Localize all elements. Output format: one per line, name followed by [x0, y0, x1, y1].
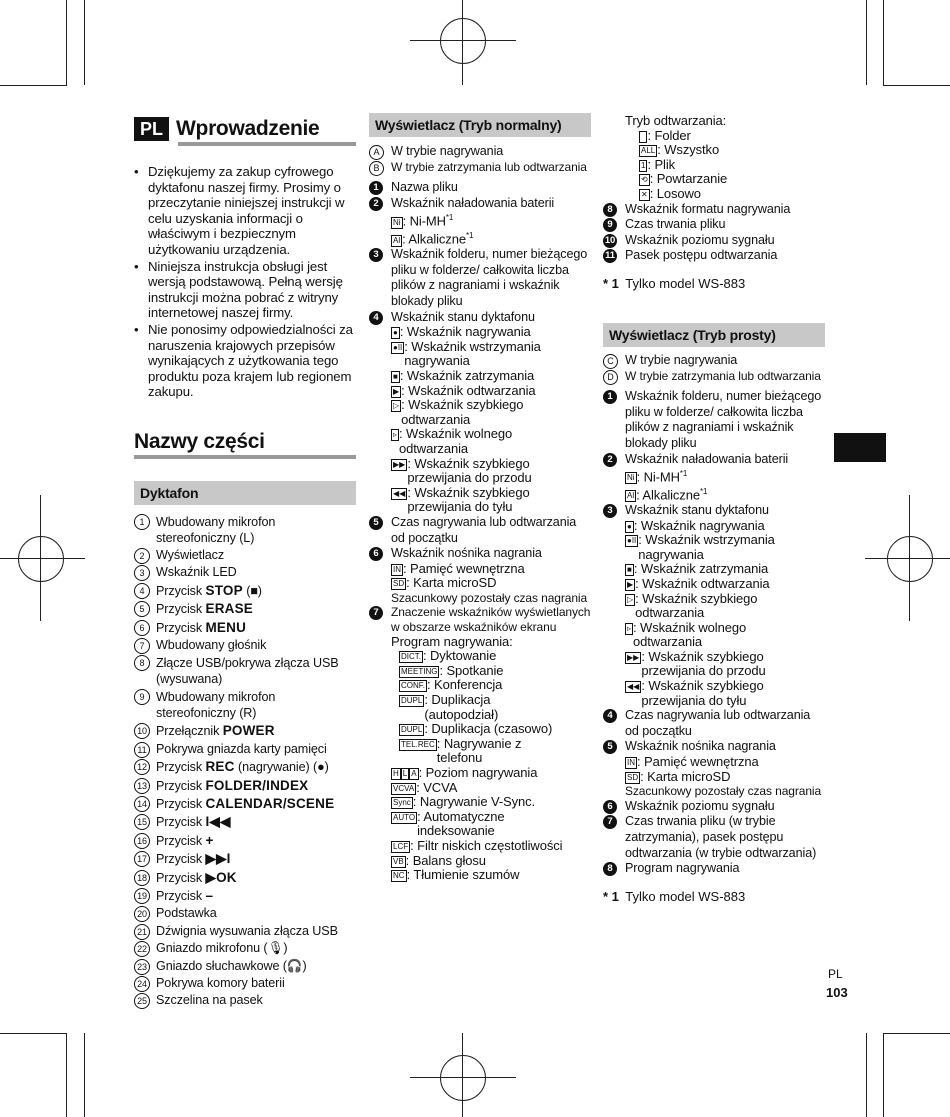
list-item: 9 Czas trwania pliku [603, 217, 825, 233]
list-item: 1 Wbudowany mikrofon stereofoniczny (L) [134, 513, 356, 547]
internal-memory-icon: IN [627, 758, 635, 768]
list-item: 8 Program nagrywania [603, 861, 825, 877]
intro-list [134, 164, 356, 400]
rewind-icon: ◀◀ [627, 682, 640, 692]
list-item: 2 Wskaźnik naładowania baterii [369, 196, 591, 212]
indicator-item: LCF : Filtr niskich częstotliwości [393, 837, 563, 853]
list-item: 3 Wskaźnik stanu dyktafonu [603, 503, 825, 519]
column-display-normal [369, 113, 591, 883]
list-item: 7 Czas trwania pliku (w trybie zatrzymania), pasek postępu odtwarzania (w trybie odtwarzania) [603, 814, 825, 861]
crop-mark [0, 1033, 67, 1034]
conf-icon: CONF. [401, 681, 425, 691]
state-item: ▶ : Wskaźnik odtwarzania [627, 575, 770, 591]
dict-icon: DICT. [401, 652, 421, 662]
list-item: 25 Szczelina na pasek [134, 992, 356, 1009]
crop-mark [866, 1033, 867, 1117]
media-item: IN : Pamięć wewnętrzna [393, 560, 525, 576]
bullet-text: Nie ponosimy odpowiedzialności za naruszenia krajowych przepisów wynikających z użytkowania tego produktu poza krajem lub regionem zakupu. [148, 321, 353, 400]
list-item: 6 Przycisk MENU [134, 619, 356, 637]
list-item: 20 Podstawka [134, 905, 356, 922]
program-item: CONF. : Konferencja [401, 677, 503, 693]
list-item: 18 Przycisk ▶OK [134, 869, 356, 887]
list-item: 19 Przycisk – [134, 887, 356, 905]
list-item: 22 Gniazdo mikrofonu (🎙) [134, 940, 356, 957]
footnote: * 1 Tylko model WS-883 [603, 888, 746, 904]
list-item: • Dziękujemy za zakup cyfrowego dyktafonu naszej firmy. Prosimy o przeczytanie niniejszej instrukcji w celu uzyskania informacji o właściwym i bezpiecznym użytkowaniu urządzenia. [134, 164, 345, 257]
stop-indicator-icon: ■ [393, 371, 398, 381]
list-item: 5 Przycisk ERASE [134, 600, 356, 618]
list-item: 14 Przycisk CALENDAR/SCENE [134, 795, 356, 813]
parts-list [134, 513, 356, 1010]
program-item: DICT. : Dyktowanie [401, 648, 497, 664]
slow-play-icon: ▹ [627, 623, 632, 633]
list-item: 16 Przycisk + [134, 832, 356, 850]
crop-mark [66, 0, 67, 85]
battery-alkaline-icon: Al [627, 491, 635, 501]
list-item: 9 Wbudowany mikrofon stereofoniczny (R) [134, 688, 356, 722]
media-item: SD : Karta microSD [393, 575, 497, 591]
play-mode-item: ⟲ : Powtarzanie [641, 171, 728, 187]
title-rule [178, 142, 356, 146]
battery-nimh-icon: Ni [627, 473, 635, 483]
crop-mark [883, 0, 884, 85]
list-item: 12 Przycisk REC (nagrywanie) (●) [134, 758, 356, 776]
subsection-bar: Wyświetlacz (Tryb normalny) [369, 113, 591, 137]
media-item: SD : Karta microSD [627, 768, 731, 784]
list-item: 6 Wskaźnik nośnika nagrania [369, 546, 591, 562]
list-item: 5 Wskaźnik nośnika nagrania [603, 739, 825, 755]
play-mode-item: ✕ : Losowo [641, 185, 701, 201]
list-item: 11 Pokrywa gniazda karty pamięci [134, 741, 356, 758]
list-item: 1 Nazwa pliku [369, 180, 591, 196]
language-badge: PL [134, 117, 169, 141]
crop-mark [883, 1033, 950, 1034]
noise-cancel-icon: NC [393, 871, 405, 881]
mode-a: A W trybie nagrywania [369, 144, 591, 160]
list-item: 11 Pasek postępu odtwarzania [603, 248, 825, 264]
play-indicator-icon: ▶ [627, 579, 634, 589]
fast-play-icon: ▷ [393, 401, 400, 411]
record-indicator-icon: ● [393, 328, 398, 338]
subsection-bar: Wyświetlacz (Tryb prosty) [603, 323, 825, 347]
play-mode-item: ALL : Wszystko [641, 142, 720, 158]
list-item: 7 Wbudowany głośnik [134, 637, 356, 654]
state-item: ● : Wskaźnik nagrywania [627, 517, 765, 533]
all-mode-icon: ALL [641, 146, 656, 156]
list-item: 10 Wskaźnik poziomu sygnału [604, 232, 775, 247]
program-label: Program nagrywania: [391, 633, 513, 649]
state-item: ●II : Wskaźnik wstrzymania nagrywania [627, 532, 775, 562]
state-item: ▹ : Wskaźnik wolnego odtwarzania [627, 619, 747, 650]
meeting-icon: MEETING [401, 666, 438, 676]
crop-mark [0, 85, 67, 86]
list-item: 23 Gniazdo słuchawkowe (🎧) [134, 958, 356, 975]
program-item: TEL.REC : Nagrywanie z telefonu [401, 735, 522, 766]
voice-balance-icon: VB [393, 856, 404, 866]
vcva-icon: VCVA [393, 783, 415, 793]
mode-c: C W trybie nagrywania [603, 353, 825, 369]
state-item: ▷ : Wskaźnik szybkiego odtwarzania [627, 590, 758, 621]
file-mode-icon: 1 [641, 160, 646, 170]
play-mode-item: : Folder [603, 129, 825, 144]
list-item: 8 Wskaźnik formatu nagrywania [603, 202, 825, 218]
list-item: • Nie ponosimy odpowiedzialności za naruszenia krajowych przepisów wynikających z użytkowania tego produktu poza krajem lub regionem zakupu. [134, 321, 353, 400]
list-item: • Niniejsza instrukcja obsługi jest wersją podstawową. Pełną wersję instrukcji można pobrać z witryny internetowej naszej firmy. [134, 258, 343, 321]
crop-mark [866, 0, 867, 85]
list-item: 7 Znaczenie wskaźników wyświetlanych w obszarze wskaźników ekranu [369, 605, 591, 634]
sd-card-icon: SD [393, 579, 405, 589]
pause-indicator-icon: ●II [627, 536, 637, 546]
mode-d: D W trybie zatrzymania lub odtwarzania [603, 369, 825, 384]
list-item: 2 Wyświetlacz [134, 547, 356, 564]
registration-mark [440, 1055, 486, 1101]
list-item: 5 Czas nagrywania lub odtwarzania od początku [369, 515, 591, 546]
tel-rec-icon: TEL.REC [401, 739, 435, 749]
page-title [134, 117, 356, 141]
list-item: 4 Wskaźnik stanu dyktafonu [369, 310, 591, 326]
page-language: PL [828, 967, 843, 981]
fast-play-icon: ▷ [627, 594, 634, 604]
crop-mark [66, 1033, 67, 1117]
state-item: ■ : Wskaźnik zatrzymania [393, 367, 535, 383]
subsection-bar: Dyktafon [134, 481, 356, 505]
battery-nimh: Ni : Ni-MH$^{*1}$ [393, 213, 454, 229]
state-item: ▷ : Wskaźnik szybkiego odtwarzania [393, 397, 524, 427]
list-item: 2 Wskaźnik naładowania baterii [603, 452, 825, 468]
remaining-time: Szacunkowy pozostały czas nagrania [625, 784, 822, 799]
play-mode-label: Tryb odtwarzania: [625, 113, 727, 128]
battery-alkaline: Al : Alkaliczne$^{*1}$ [627, 487, 708, 503]
repeat-mode-icon: ⟲ [641, 175, 648, 185]
section-rule [134, 455, 356, 459]
list-item: 3 Wskaźnik folderu, numer bieżącego pliku w folderze/ całkowita liczba plików z nagraniami i wskaźnik blokady pliku [369, 247, 591, 309]
indicator-item: Sync : Nagrywanie V-Sync. [393, 794, 536, 810]
state-item: ◀◀ : Wskaźnik szybkiego przewijania do tyłu [393, 484, 530, 515]
battery-nimh-icon: Ni [393, 217, 401, 227]
bullet-text: Dziękujemy za zakup cyfrowego dyktafonu naszej firmy. Prosimy o przeczytanie niniejszej instrukcji w celu uzyskania informacji o właściwym i bezpiecznym użytkowaniu urządzenia. [148, 164, 345, 257]
list-item: 15 Przycisk I◀◀ [134, 813, 356, 831]
dupl-time-icon: DUPL [401, 725, 423, 735]
rewind-icon: ◀◀ [393, 488, 406, 498]
registration-mark [440, 18, 486, 64]
bullet-text: Niniejsza instrukcja obsługi jest wersją podstawową. Pełną wersję instrukcji można pobrać z witryny internetowej naszej firmy. [148, 258, 343, 321]
internal-memory-icon: IN [393, 564, 401, 574]
list-item: 17 Przycisk ▶▶I [134, 850, 356, 868]
state-item: ■ : Wskaźnik zatrzymania [627, 561, 769, 577]
state-item: ● : Wskaźnik nagrywania [393, 324, 531, 340]
play-mode-item: 1 : Plik [641, 156, 676, 172]
title-text: Wprowadzenie [176, 117, 320, 140]
slow-play-icon: ▹ [393, 430, 398, 440]
stop-indicator-icon: ■ [627, 565, 632, 575]
state-item: ◀◀ : Wskaźnik szybkiego przewijania do tyłu [627, 678, 764, 708]
state-item: ▹ : Wskaźnik wolnego odtwarzania [393, 426, 513, 456]
section-tab-marker [834, 433, 886, 462]
indicator-item: VB : Balans głosu [393, 852, 486, 868]
fast-forward-icon: ▶▶ [393, 459, 406, 469]
battery-nimh: Ni : Ni-MH$^{*1}$ [627, 469, 688, 485]
crop-mark [84, 0, 85, 85]
program-item: DUPL : Duplikacja (czasowo) [401, 721, 553, 737]
list-item: 13 Przycisk FOLDER/INDEX [134, 777, 356, 795]
program-item: DUPL : Duplikacja (autopodział) [401, 692, 499, 722]
list-item: 4 Przycisk STOP (■) [134, 582, 356, 600]
registration-mark [887, 536, 933, 582]
crop-mark [883, 85, 950, 86]
footnote: * 1 Tylko model WS-883 [603, 275, 746, 291]
list-item: 4 Czas nagrywania lub odtwarzania od początku [603, 708, 825, 739]
play-indicator-icon: ▶ [393, 386, 400, 396]
auto-index-icon: AUTO [393, 812, 416, 822]
indicator-item: NC : Tłumienie szumów [393, 867, 520, 883]
vsync-icon: Sync [393, 798, 411, 808]
remaining-time: Szacunkowy pozostały czas nagrania [391, 590, 588, 605]
sd-card-icon: SD [627, 772, 639, 782]
program-item: MEETING : Spotkanie [401, 662, 504, 678]
record-indicator-icon: ● [627, 521, 632, 531]
battery-alkaline: Al : Alkaliczne$^{*1}$ [393, 231, 474, 247]
media-item: IN : Pamięć wewnętrzna [627, 754, 759, 770]
state-item: ▶▶ : Wskaźnik szybkiego przewijania do przodu [393, 455, 532, 486]
fast-forward-icon: ▶▶ [627, 652, 640, 662]
dupl-auto-icon: DUPL [401, 696, 423, 706]
battery-alkaline-icon: Al [393, 235, 401, 245]
registration-mark [18, 536, 64, 582]
indicator-item: VCVA : VCVA [393, 779, 458, 795]
list-item: 6 Wskaźnik poziomu sygnału [603, 799, 825, 815]
low-cut-filter-icon: LCF [393, 841, 409, 851]
column-intro [134, 113, 356, 1010]
list-item: 10 Przełącznik POWER [134, 722, 356, 740]
level-icon: H [393, 769, 399, 778]
page-number: 103 [826, 985, 848, 1000]
indicator-item: AUTO : Automatyczne indeksowanie [393, 808, 505, 839]
column-display-simple [603, 114, 825, 904]
indicator-item: H L A : Poziom nagrywania [393, 765, 538, 780]
state-item: ▶▶ : Wskaźnik szybkiego przewijania do przodu [627, 648, 766, 679]
list-item: 24 Pokrywa komory baterii [134, 975, 356, 992]
section-title: Nazwy części [134, 429, 265, 453]
state-item: ●II : Wskaźnik wstrzymania nagrywania [393, 338, 541, 369]
random-mode-icon: ✕ [641, 189, 648, 199]
crop-mark [84, 1033, 85, 1117]
crop-mark [883, 1033, 884, 1117]
state-item: ▶ : Wskaźnik odtwarzania [393, 382, 536, 398]
list-item: 8 Złącze USB/pokrywa złącza USB (wysuwana) [134, 654, 356, 688]
pause-indicator-icon: ●II [393, 342, 403, 352]
list-item: 3 Wskaźnik LED [134, 564, 356, 581]
list-item: 21 Dźwignia wysuwania złącza USB [134, 923, 356, 940]
mode-b: B W trybie zatrzymania lub odtwarzania [369, 160, 591, 175]
list-item: 1 Wskaźnik folderu, numer bieżącego pliku w folderze/ całkowita liczba plików z nagraniami i wskaźnik blokady pliku [603, 389, 825, 451]
